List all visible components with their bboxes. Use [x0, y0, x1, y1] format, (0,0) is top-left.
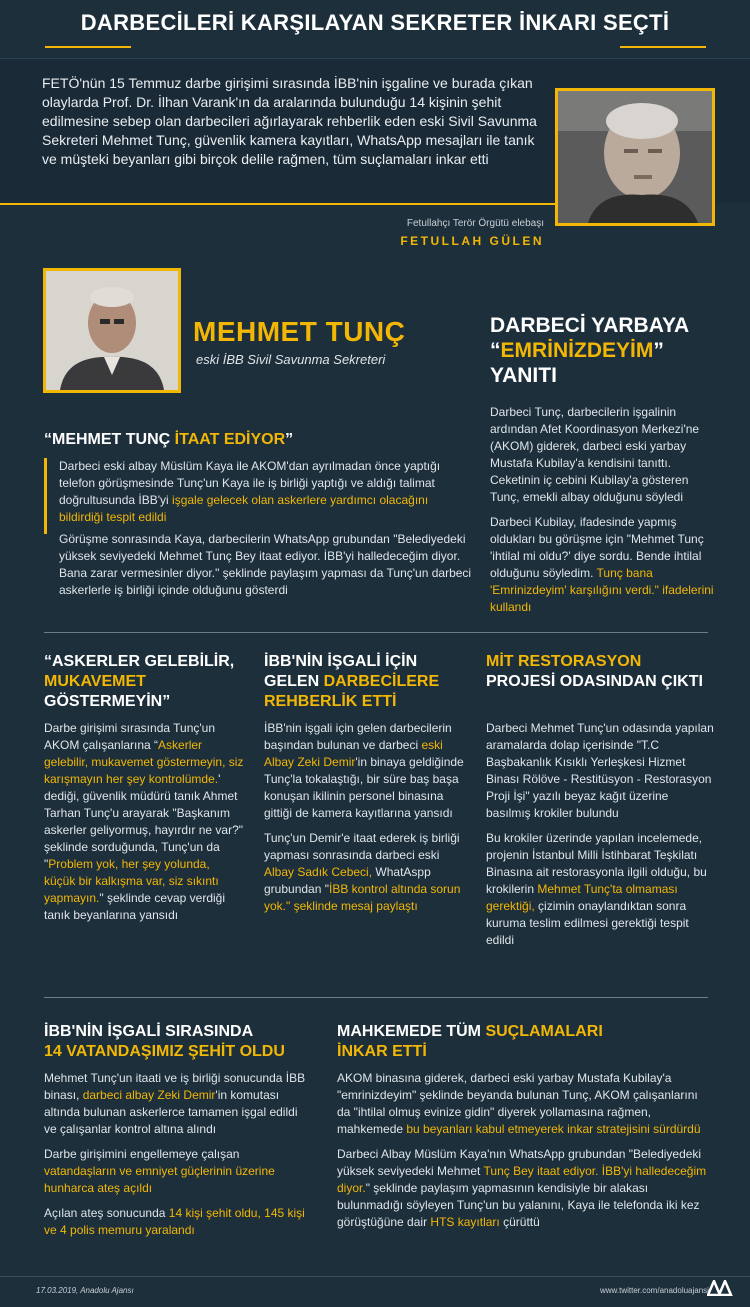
tunc-portrait-icon — [46, 271, 178, 390]
askerler-text: " şeklinde cevap verdiği tanık beyanlarına yansıdı — [44, 891, 226, 922]
sehit-highlight: vatandaşların ve emniyet güçlerinin üzerine hunharca ateş açıldı — [44, 1164, 275, 1195]
askerler-highlight: Problem yok, her şey yolunda, küçük bir kalkışma var, siz sıkıntı yapmayın. — [44, 857, 219, 905]
mahkeme-text: Darbeci Albay Müslüm Kaya'nın WhatsApp grubundan "Belediyedeki yüksek seviyedeki Mehmet — [337, 1147, 702, 1178]
sehit-body — [44, 1070, 306, 1247]
sehit-highlight: 14 kişi şehit oldu, 145 kişi ve 4 polis memuru yaralandı — [44, 1206, 305, 1237]
mahkeme-text: AKOM binasına giderek, darbeci eski yarbay Mustafa Kubilay'a "emrinizdeyim" şeklinde beyanda bulunan Tunç, AKOM çalışanlarını da "ihtilal olmuş evinize gidin" diyerek yollamasına rağmen, mahkemede — [337, 1071, 698, 1136]
title-rule-left — [45, 46, 131, 48]
mahkeme-text: " şeklinde paylaşım yapmasının kendisiyle bir alakası bulunmadığı söyleyen Tunç'un bu yalanını, Kaya ile telefonda iki kez görüştüğüne dair — [337, 1181, 700, 1229]
mahkeme-highlight: bu beyanları kabul etmeyerek inkar stratejisini sürdürdü — [406, 1122, 701, 1136]
yarbay-highlight: ifadelerini kullandı — [490, 583, 714, 614]
rehberlik-text: Tunç'un Demir'e itaat ederek iş birliği yapması sonrasında darbeci eski — [264, 831, 460, 862]
itaat-heading-highlight: İTAAT EDİYOR — [174, 431, 286, 448]
rehberlik-highlight: Albay Sadık Cebeci, — [264, 865, 373, 879]
rehberlik-heading-part: İBB'NİN İŞGALİ İÇİN GELEN — [264, 653, 418, 690]
section-divider — [44, 997, 708, 998]
title-rule-right — [620, 46, 706, 48]
tunc-photo — [43, 268, 181, 393]
askerler-text: Darbe girişimi sırasında Tunç'un AKOM çalışanlarına “ — [44, 721, 216, 752]
rehberlik-heading-highlight: DARBECİLERE REHBERLİK ETTİ — [264, 673, 440, 710]
footer-date: 17.03.2019, Anadolu Ajansı — [36, 1286, 134, 1295]
rehberlik-text: 'in binaya geldiğinde Tunç'la tokalaştığı, bir süre baş başa konuşan ikilinin personel binasına gittiği de kamera kayıtlarına yansıdı — [264, 755, 464, 820]
mit-highlight: Mehmet Tunç'ta olmaması gerektiği, — [486, 882, 678, 913]
mahkeme-heading — [337, 1022, 697, 1062]
gulen-caption: Fetullahçı Terör Örgütü elebaşı — [406, 218, 544, 229]
mit-paragraph: Darbeci Mehmet Tunç'un odasında yapılan aramalarda dolap içerisinde "T.C Başbakanlık Kısıklı Yerleşkesi Hizmet Binası Rölöve - Restitüsyon - Restorasyon Proji İşi" yazılı beyaz kağıt üzerine basılmış krokiler bulundu — [486, 721, 714, 820]
mit-heading-highlight: MİT RESTORASYON — [486, 653, 642, 670]
page-title: DARBECİLERİ KARŞILAYAN SEKRETER İNKARI SEÇTİ — [80, 10, 670, 35]
rehberlik-text: İBB'nin işgali için gelen darbecilerin başından bulunan ve darbeci — [264, 721, 452, 752]
yarbay-body — [490, 404, 720, 624]
section-divider — [44, 632, 708, 633]
itaat-quote — [44, 458, 470, 534]
yarbay-heading-line: YANITI — [490, 364, 557, 387]
sehit-highlight: darbeci albay Zeki Demir — [82, 1088, 216, 1102]
yarbay-heading-quote: “ — [490, 339, 501, 362]
mit-text: çizimin onaylandıktan sonra kuruma teslim edilmesi gerektiği tespit edildi — [486, 899, 689, 947]
mahkeme-heading-highlight: SUÇLAMALARI — [485, 1023, 603, 1040]
intro-bottom-rule — [0, 203, 555, 205]
mahkeme-highlight: HTS kayıtları — [430, 1215, 500, 1229]
itaat-body — [59, 531, 475, 607]
mit-heading — [486, 652, 716, 692]
sehit-text: 'in komutası altında bulunan askerlerce tamamen işgal edildi ve çalışanlar kontrol altına alındı — [44, 1088, 298, 1136]
mit-text: Bu krokiler üzerinde yapılan incelemede, projenin İstanbul Milli İstihbarat Teşkilatı Binasına ait restorasyonla ilgili olduğu, bu krokilerin — [486, 831, 707, 896]
mahkeme-heading-part: MAHKEMEDE TÜM — [337, 1023, 486, 1040]
tunc-title: eski İBB Sivil Savunma Sekreteri — [196, 352, 386, 367]
mahkeme-body — [337, 1070, 707, 1239]
mit-heading-part: PROJESİ ODASINDAN ÇIKTI — [486, 673, 703, 690]
mahkeme-text: çürüttü — [499, 1215, 540, 1229]
rehberlik-text: WhatAspp grubundan " — [264, 865, 431, 896]
footer-line — [0, 1276, 750, 1277]
aa-logo-icon — [707, 1280, 733, 1296]
askerler-heading-part: GÖSTERMEYİN” — [44, 693, 171, 710]
sehit-heading-highlight: 14 VATANDAŞIMIZ ŞEHİT OLDU — [44, 1043, 285, 1060]
yarbay-heading-line: DARBECİ YARBAYA — [490, 314, 690, 337]
askerler-body — [44, 720, 244, 932]
footer-url[interactable]: www.twitter.com/anadoluajansi — [600, 1286, 709, 1295]
itaat-heading-part: “MEHMET TUNÇ — [44, 431, 175, 448]
itaat-heading — [44, 430, 464, 450]
sehit-heading — [44, 1022, 324, 1062]
sehit-text: Mehmet Tunç'un itaati ve iş birliği sonucunda İBB binası, — [44, 1071, 306, 1102]
itaat-heading-part: ” — [285, 431, 294, 448]
itaat-highlight: işgale gelecek olan askerlere yardımcı olacağını bildirdiği tespit edildi — [59, 493, 429, 524]
yarbay-heading — [490, 313, 710, 388]
askerler-heading-part: “ASKERLER GELEBİLİR, — [44, 653, 235, 670]
yarbay-text: Darbeci Kubilay, ifadesinde yapmış oldukları bu görüşme için "Mehmet Tunç 'ihtilal mi oldu?' diye sordu. Bende ihtilal olduğunu söyledim. — [490, 515, 704, 580]
sehit-text: Darbe girişimini engellemeye çalışan — [44, 1147, 240, 1161]
gulen-name: FETULLAH GÜLEN — [400, 234, 544, 248]
mit-body — [486, 720, 716, 957]
mahkeme-highlight: Tunç Bey itaat ediyor. İBB'yi halledeceğim diyor. — [337, 1164, 707, 1195]
mahkeme-heading-highlight: İNKAR ETTİ — [337, 1043, 427, 1060]
yarbay-heading-quote: ” — [653, 339, 664, 362]
askerler-highlight: Askerler gelebilir, mukavemet göstermeyin, siz karışmayın her şey kontrolümde. — [44, 738, 244, 786]
gulen-photo — [555, 88, 715, 226]
sehit-heading-part: İBB'NİN İŞGALİ SIRASINDA — [44, 1023, 254, 1040]
sehit-text: Açılan ateş sonucunda — [44, 1206, 169, 1220]
yarbay-paragraph: Darbeci Tunç, darbecilerin işgalinin ardından Afet Koordinasyon Merkezi'ne (AKOM) giderek, darbeci eski yarbay Mustafa Kubilay'a kendisini tanıttı. Ceketinin iç cebini Kubilay'a gösteren Tunç, emekli albay olduğunu söyledi — [490, 405, 700, 504]
itaat-paragraph: Görüşme sonrasında Kaya, darbecilerin WhatsApp grubundan "Belediyedeki yüksek seviyedeki Mehmet Tunç Bey itaat ediyor. İBB'yi halledeceğim diyor. Bana zarar vermesinler diyor." şeklinde paylaşım yapması da Tunç'un darbeci askerlerle iş birliği içinde olduğunu gösterdi — [59, 532, 472, 597]
gulen-portrait-icon — [558, 91, 712, 223]
rehberlik-body — [264, 720, 464, 923]
tunc-name: MEHMET TUNÇ — [193, 316, 406, 347]
askerler-heading — [44, 652, 244, 712]
askerler-text: ' dediği, güvenlik müdürü tanık Ahmet Tarhan Tunç'u arayarak "Başkanım askerler geliyormuş, hayırdır ne var?" şeklinde sorduğunda, Tunç'un da " — [44, 772, 244, 871]
rehberlik-highlight: eski Albay Zeki Demir — [264, 738, 443, 769]
askerler-heading-highlight: MUKAVEMET — [44, 673, 146, 690]
itaat-text: Darbeci eski albay Müslüm Kaya ile AKOM'dan ayrılmadan önce yaptığı telefon görüşmesinde Tunç'un Kaya ile iş birliği yaptığı ve aldığı talimat doğrultusunda İBB'yi — [59, 459, 441, 507]
rehberlik-highlight: İBB kontrol altında sorun yok." şeklinde mesaj paylaştı — [264, 882, 461, 913]
intro-top-line — [0, 58, 750, 59]
rehberlik-heading — [264, 652, 464, 712]
intro-paragraph: FETÖ'nün 15 Temmuz darbe girişimi sırasında İBB'nin işgaline ve burada çıkan olaylarda Prof. Dr. İlhan Varank'ın da aralarında bulunduğu 14 kişinin şehit edilmesine sebep olan darbecileri ağırlayarak rehberlik eden eski Sivil Savunma Sekreteri Mehmet Tunç, güvenlik kamera kayıtları, WhatsApp mesajları ile tanık ve müşteki beyanları gibi birçok delile rağmen, tüm suçlamaları inkar etti — [42, 75, 537, 167]
yarbay-highlight: Tunç bana 'Emrinizdeyim' karşılığını verdi." — [490, 566, 659, 597]
yarbay-heading-highlight: EMRİNİZDEYİM — [500, 339, 654, 362]
